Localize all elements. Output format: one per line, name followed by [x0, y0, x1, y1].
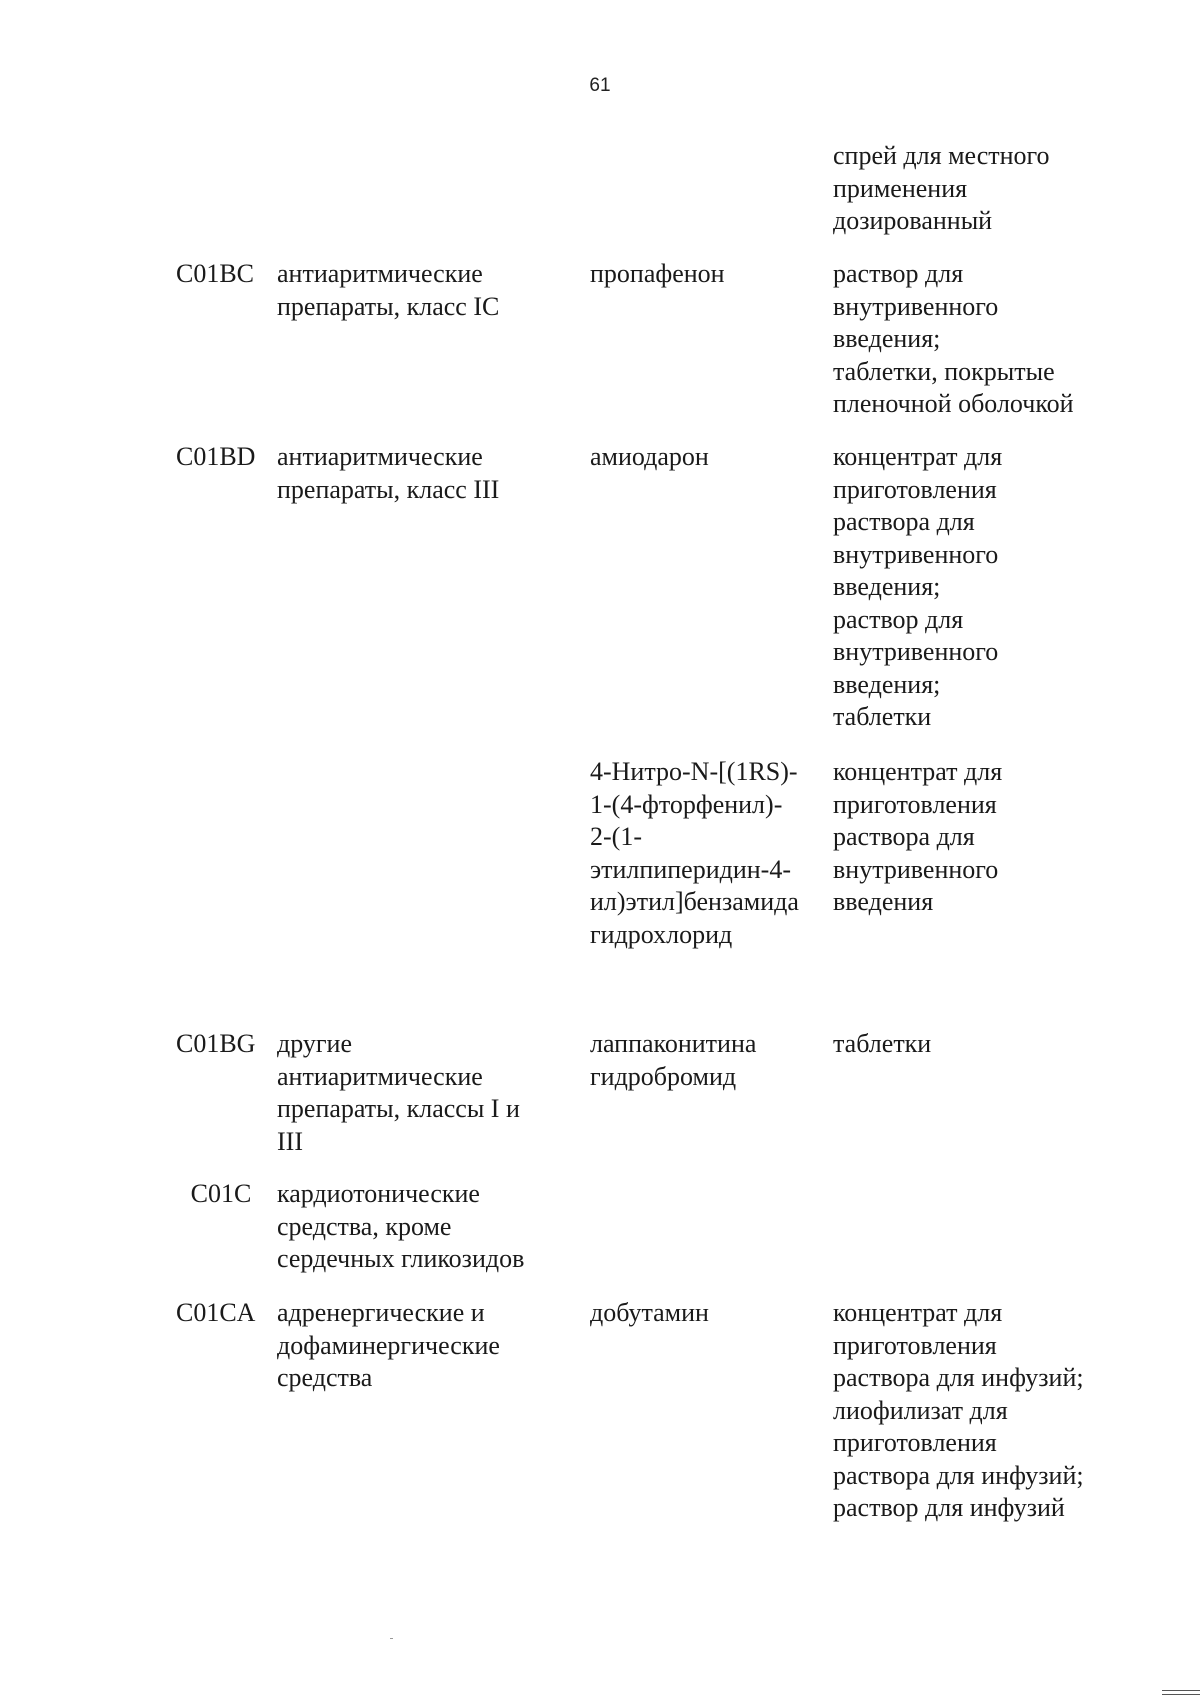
drug-line: добутамин	[590, 1298, 709, 1327]
dosage-form-line: внутривенного	[833, 854, 999, 884]
dosage-form-line: приготовления	[833, 789, 997, 819]
dosage-form-line: дозированный	[833, 206, 993, 235]
dosage-form-line: раствор для	[833, 259, 964, 288]
drug-line: гидробромид	[590, 1061, 737, 1091]
pharmacological-group-cell	[277, 1028, 567, 1158]
group-line: другие	[277, 1029, 353, 1058]
group-line: препараты, класс IC	[277, 291, 500, 321]
dosage-form-line: внутривенного	[833, 539, 999, 569]
scan-edge-mark	[1162, 1690, 1200, 1695]
dosage-form-cell	[833, 1028, 1133, 1061]
group-line: средства	[277, 1363, 373, 1392]
page-number: 61	[589, 75, 611, 96]
dosage-form-line: раствор для инфузий	[833, 1493, 1065, 1522]
dosage-form-cell	[833, 140, 1133, 238]
drug-name-cell	[590, 441, 830, 474]
dosage-form-line: введения;	[833, 572, 941, 601]
dosage-form-line: введения;	[833, 324, 941, 353]
dosage-form-line: таблетки	[833, 702, 932, 731]
dosage-form-line: таблетки, покрытые	[833, 356, 1055, 386]
dosage-form-line: приготовления	[833, 474, 997, 504]
drug-name-cell	[590, 1028, 830, 1093]
pharmacological-group-cell	[277, 1297, 567, 1395]
group-line: антиаритмические	[277, 442, 483, 471]
dosage-form-line: концентрат для	[833, 442, 1003, 471]
dosage-form-line: раствора для инфузий;	[833, 1363, 1084, 1392]
group-line: препараты, класс III	[277, 474, 500, 504]
dosage-form-line: таблетки	[833, 1029, 932, 1058]
dosage-form-line: введения	[833, 887, 934, 916]
atc-code-cell: C01CA	[176, 1298, 256, 1327]
dosage-form-line: концентрат для	[833, 1298, 1003, 1327]
dosage-form-line: введения;	[833, 669, 941, 699]
dosage-form-line: приготовления	[833, 1428, 997, 1457]
group-line: III	[277, 1126, 303, 1156]
dosage-form-line: раствора для	[833, 822, 975, 851]
atc-code-cell: C01BD	[176, 442, 256, 471]
group-line: антиаритмические	[277, 1061, 483, 1091]
dosage-form-line: приготовления	[833, 1330, 997, 1360]
atc-code-cell: C01C	[190, 1179, 252, 1208]
drug-line: гидрохлорид	[590, 919, 733, 949]
dosage-form-line: лиофилизат для	[833, 1395, 1008, 1425]
drug-line: 2-(1-	[590, 822, 642, 851]
dosage-form-cell	[833, 258, 1133, 421]
dosage-form-line: пленочной оболочкой	[833, 389, 1074, 418]
pharmacological-group-cell	[277, 258, 567, 323]
drug-line: лаппаконитина	[590, 1029, 757, 1058]
drug-name-cell	[590, 756, 830, 951]
pharmacological-group-cell	[277, 1178, 567, 1276]
group-line: дофаминергические	[277, 1330, 500, 1360]
drug-line: этилпиперидин-4-	[590, 854, 791, 884]
drug-line: пропафенон	[590, 259, 725, 288]
group-line: адренергические и	[277, 1298, 485, 1327]
dosage-form-line: внутривенного	[833, 637, 999, 666]
atc-code-cell: C01BG	[176, 1029, 256, 1058]
dosage-form-cell	[833, 441, 1133, 734]
group-line: препараты, классы I и	[277, 1094, 520, 1123]
dosage-form-cell	[833, 756, 1133, 919]
dosage-form-line: раствора для	[833, 507, 975, 536]
dosage-form-line: внутривенного	[833, 291, 999, 321]
dosage-form-cell	[833, 1297, 1133, 1525]
dosage-form-line: применения	[833, 173, 968, 203]
group-line: средства, кроме	[277, 1211, 452, 1241]
dosage-form-line: концентрат для	[833, 757, 1003, 786]
drug-name-cell	[590, 1297, 830, 1330]
group-line: антиаритмические	[277, 259, 483, 288]
pharmacological-group-cell	[277, 441, 567, 506]
drug-line: 4-Нитро-N-[(1RS)-	[590, 757, 798, 786]
group-line: сердечных гликозидов	[277, 1244, 525, 1273]
dosage-form-line: раствора для инфузий;	[833, 1460, 1084, 1490]
dosage-form-line: спрей для местного	[833, 141, 1050, 170]
atc-code-cell: C01BC	[176, 259, 255, 288]
scan-speck	[390, 1638, 393, 1639]
drug-name-cell	[590, 258, 830, 291]
group-line: кардиотонические	[277, 1179, 480, 1208]
drug-line: ил)этил]бензамида	[590, 887, 799, 916]
drug-line: 1-(4-фторфенил)-	[590, 789, 783, 819]
drug-line: амиодарон	[590, 442, 709, 471]
dosage-form-line: раствор для	[833, 604, 964, 634]
